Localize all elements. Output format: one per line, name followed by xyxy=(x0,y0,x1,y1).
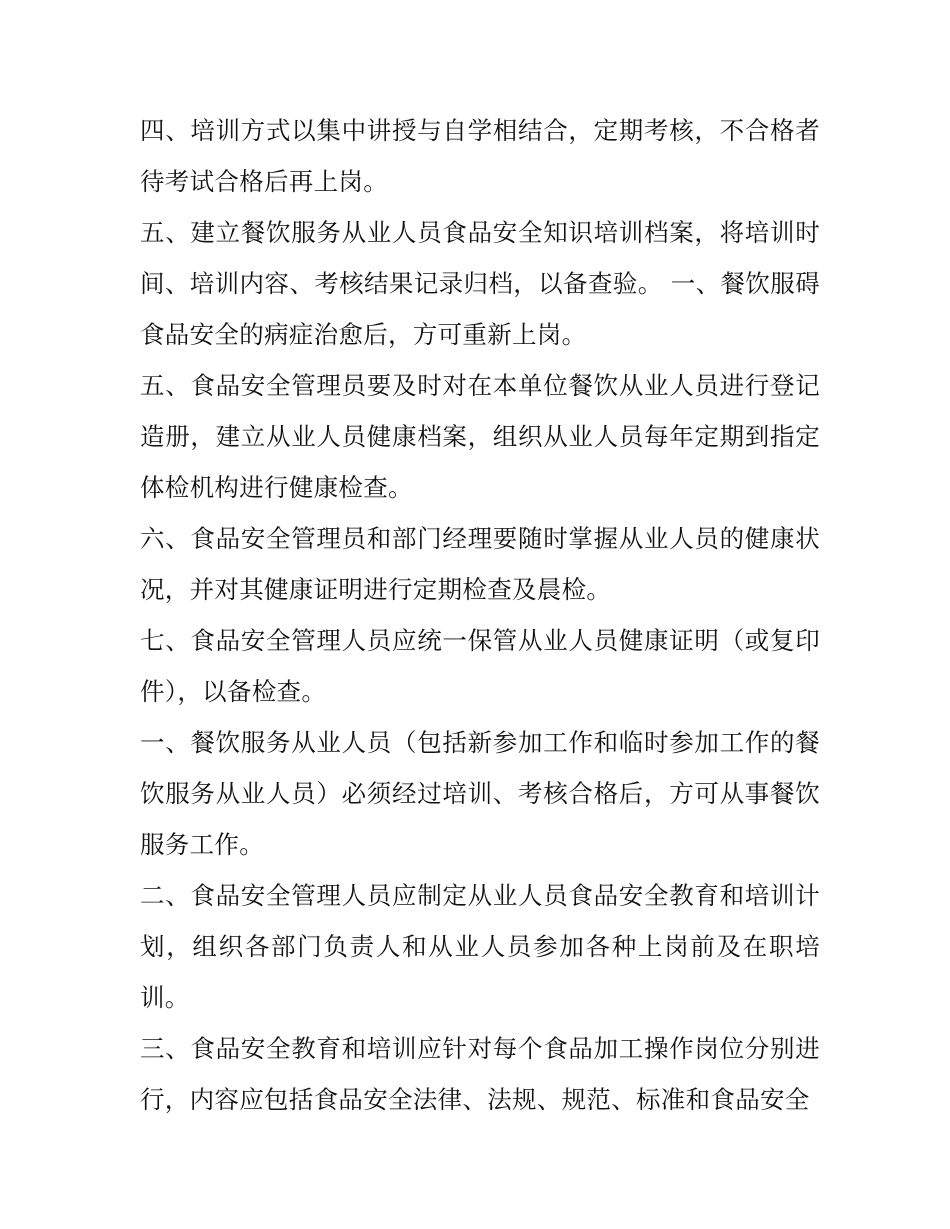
paragraph-health-registration: 五、食品安全管理员要及时对在本单位餐饮从业人员进行登记造册，建立从业人员健康档案，组织从业人员每年定期到指定体检机构进行健康检查。 xyxy=(140,371,820,502)
paragraph-training-plan: 二、食品安全管理人员应制定从业人员食品安全教育和培训计划，组织各部门负责人和从业人员参加各种上岗前及在职培训。 xyxy=(140,881,820,1012)
paragraph-training-records: 五、建立餐饮服务从业人员食品安全知识培训档案，将培训时间、培训内容、考核结果记录归档，以备查验。 一、餐饮服碍食品安全的病症治愈后，方可重新上岗。 xyxy=(140,218,820,349)
paragraph-training-method: 四、培训方式以集中讲授与自学相结合，定期考核，不合格者待考试合格后再上岗。 xyxy=(140,116,820,196)
paragraph-training-requirement: 一、餐饮服务从业人员（包括新参加工作和临时参加工作的餐饮服务从业人员）必须经过培训、考核合格后，方可从事餐饮服务工作。 xyxy=(140,728,820,859)
paragraph-training-content: 三、食品安全教育和培训应针对每个食品加工操作岗位分别进行，内容应包括食品安全法律、法规、规范、标准和食品安全 xyxy=(140,1034,820,1114)
document-body xyxy=(140,105,820,1125)
paragraph-certificate-custody: 七、食品安全管理人员应统一保管从业人员健康证明（或复印件），以备检查。 xyxy=(140,626,820,706)
paragraph-health-monitoring: 六、食品安全管理员和部门经理要随时掌握从业人员的健康状况，并对其健康证明进行定期检查及晨检。 xyxy=(140,524,820,604)
